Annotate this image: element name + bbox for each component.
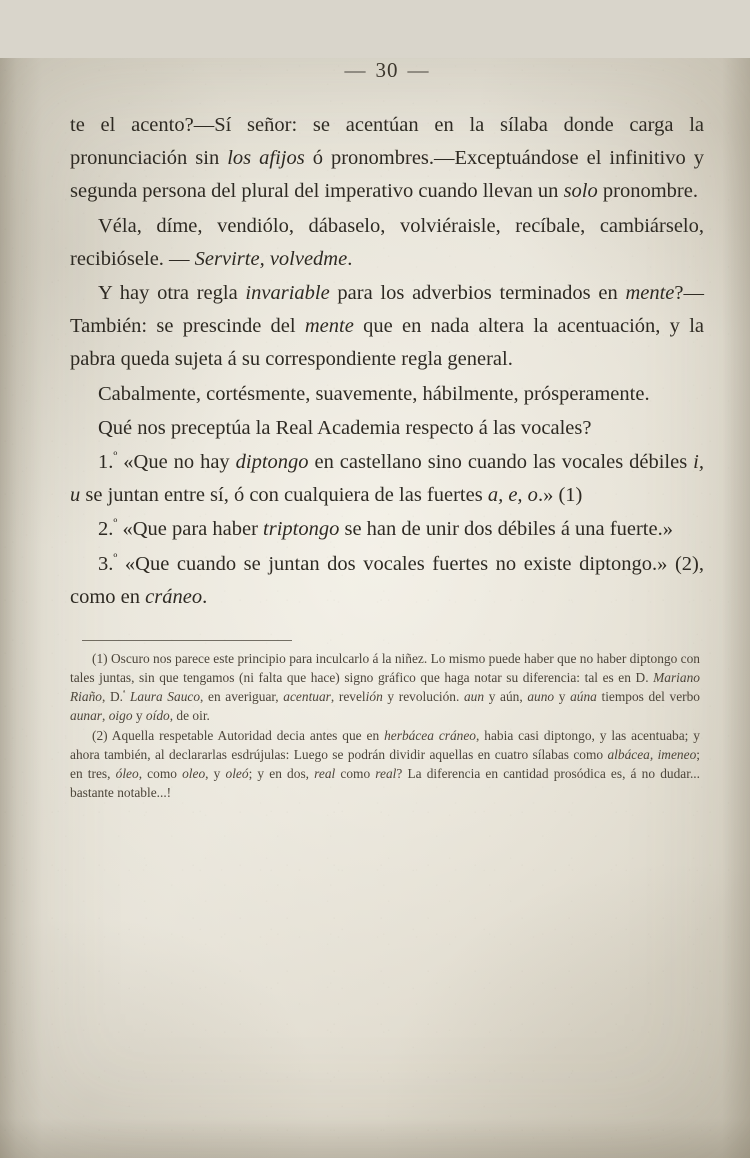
text-run: para los adverbios terminados en: [329, 282, 626, 305]
text-run: .: [202, 585, 208, 608]
body-paragraph: [70, 210, 704, 276]
text-run: ? La diferencia en cantidad prosódica es, á no dudar... bastante notable...!: [70, 766, 700, 801]
text-run: y revolución.: [382, 689, 464, 705]
text-run: auno: [527, 689, 555, 705]
text-run: albácea, imeneo: [607, 747, 697, 763]
footnote: [70, 726, 700, 802]
footnote: [70, 649, 700, 725]
folio-number: 30: [375, 58, 399, 82]
body-paragraph: [70, 513, 704, 546]
text-run: real: [375, 766, 397, 782]
page-edge-shadow-bottom: [0, 1118, 750, 1158]
text-run: real: [314, 766, 336, 782]
text-run: te el acento?—Sí señor: se acentúan en la sílaba donde carga la pronunciación sin: [70, 114, 704, 170]
text-run: oigo: [108, 708, 133, 724]
text-run: triptongo: [263, 518, 340, 541]
text-run: se han de unir dos débiles á una fuerte.»: [339, 518, 673, 541]
text-run: (2) Aquella respetable Autoridad decia antes que en: [92, 728, 385, 744]
text-run: ?—También: se prescinde del: [70, 282, 704, 338]
text-run: oído: [145, 708, 170, 724]
text-run: Véla, díme, vendiólo, dábaselo, volviéraisle, recíbale, cambiárselo, recibiósele. —: [70, 214, 704, 270]
text-run: 3.: [98, 552, 114, 575]
text-run: cráneo: [145, 585, 203, 608]
text-run: Cabalmente, cortésmente, suavemente, hábilmente, prósperamente.: [98, 382, 650, 405]
text-run: y: [132, 708, 146, 724]
footnotes-block: [70, 649, 704, 802]
text-run: a, e, o: [487, 484, 538, 507]
text-run: «Que para haber: [117, 518, 264, 541]
text-run: ,: [102, 708, 109, 724]
footnote-separator-rule: [82, 640, 292, 641]
text-run: , de oir.: [169, 708, 210, 724]
text-run: .» (1): [537, 484, 583, 507]
text-run: óleo: [115, 766, 139, 782]
body-paragraph: [70, 277, 704, 377]
text-run: mente: [304, 315, 354, 338]
folio-dash-right: —: [407, 58, 430, 82]
text-run: º: [113, 550, 118, 565]
text-run: º: [113, 449, 118, 464]
text-run: (1) Oscuro nos parece este principio para inculcarlo á la niñez. Lo mismo puede haber que no haber diptongo con tales juntas, sin que tengamos (ni falta que hace) signo gráfico que haga notar su diferencia: tal es en D.: [70, 651, 700, 686]
text-run: ª: [123, 688, 126, 698]
text-run: º: [113, 516, 118, 531]
text-run: i, u: [70, 451, 704, 507]
text-run: aúna: [570, 689, 597, 705]
text-run: , habia casi diptongo, y las acentuaba; y ahora también, al declararlas esdrújulas: Luego se podrán dividir aquellas en cuatro sílabas como: [70, 728, 700, 763]
text-run: Y hay otra regla: [98, 282, 246, 305]
text-run: , en averiguar,: [200, 689, 284, 705]
text-run: invariable: [245, 282, 330, 305]
text-run: aunar: [70, 708, 102, 724]
text-run: herbácea cráneo: [384, 728, 477, 744]
text-run: y: [554, 689, 571, 705]
text-run: 1.: [98, 451, 114, 474]
text-run: en castellano sino cuando las vocales débiles: [308, 451, 694, 474]
text-run: aun: [463, 689, 485, 705]
page-content: [0, 58, 750, 802]
text-run: Laura Sauco: [129, 689, 201, 705]
text-run: , D.: [102, 689, 123, 705]
text-run: Qué nos preceptúa la Real Academia respecto á las vocales?: [98, 416, 592, 439]
text-run: tiempos del verbo: [596, 689, 700, 705]
body-paragraph: [70, 446, 704, 512]
text-run: .: [347, 247, 353, 270]
folio-dash-left: —: [344, 58, 367, 82]
text-run: acentuar: [283, 689, 331, 705]
text-run: los afijos: [227, 147, 305, 170]
text-run: Servirte, volvedme: [194, 247, 348, 270]
text-run: Mariano Riaño: [70, 670, 700, 705]
body-text-block: [70, 109, 704, 614]
text-run: mente: [625, 282, 675, 305]
text-run: ; en tres,: [70, 747, 700, 782]
text-run: , como: [138, 766, 183, 782]
text-run: diptongo: [235, 451, 309, 474]
text-run: «Que cuando se juntan dos vocales fuertes no existe diptongo.» (2), como en: [70, 552, 704, 608]
text-run: como: [335, 766, 376, 782]
text-run: ; y en dos,: [248, 766, 315, 782]
text-run: se juntan entre sí, ó con cualquiera de las fuertes: [80, 484, 488, 507]
text-run: oleo: [182, 766, 206, 782]
body-paragraph: [70, 548, 704, 614]
text-run: ó pronombres.—Exceptuándose el infinitivo y segunda persona del plural del imperativo cuando llevan un: [70, 147, 704, 203]
text-run: solo: [563, 180, 598, 203]
text-run: 2.: [98, 518, 114, 541]
text-run: que en nada altera la acentuación, y la pabra queda sujeta á su correspondiente regla general.: [70, 315, 704, 371]
text-run: ión: [365, 689, 383, 705]
text-run: , revel: [330, 689, 366, 705]
body-paragraph: [70, 412, 704, 445]
text-run: oleó: [225, 766, 249, 782]
body-paragraph: [70, 378, 704, 411]
text-run: y aún,: [484, 689, 528, 705]
page-number-header: [70, 58, 704, 83]
text-run: , y: [205, 766, 226, 782]
text-run: «Que no hay: [117, 451, 236, 474]
book-page: [0, 58, 750, 1158]
body-paragraph: [70, 109, 704, 209]
text-run: pronombre.: [597, 180, 698, 203]
